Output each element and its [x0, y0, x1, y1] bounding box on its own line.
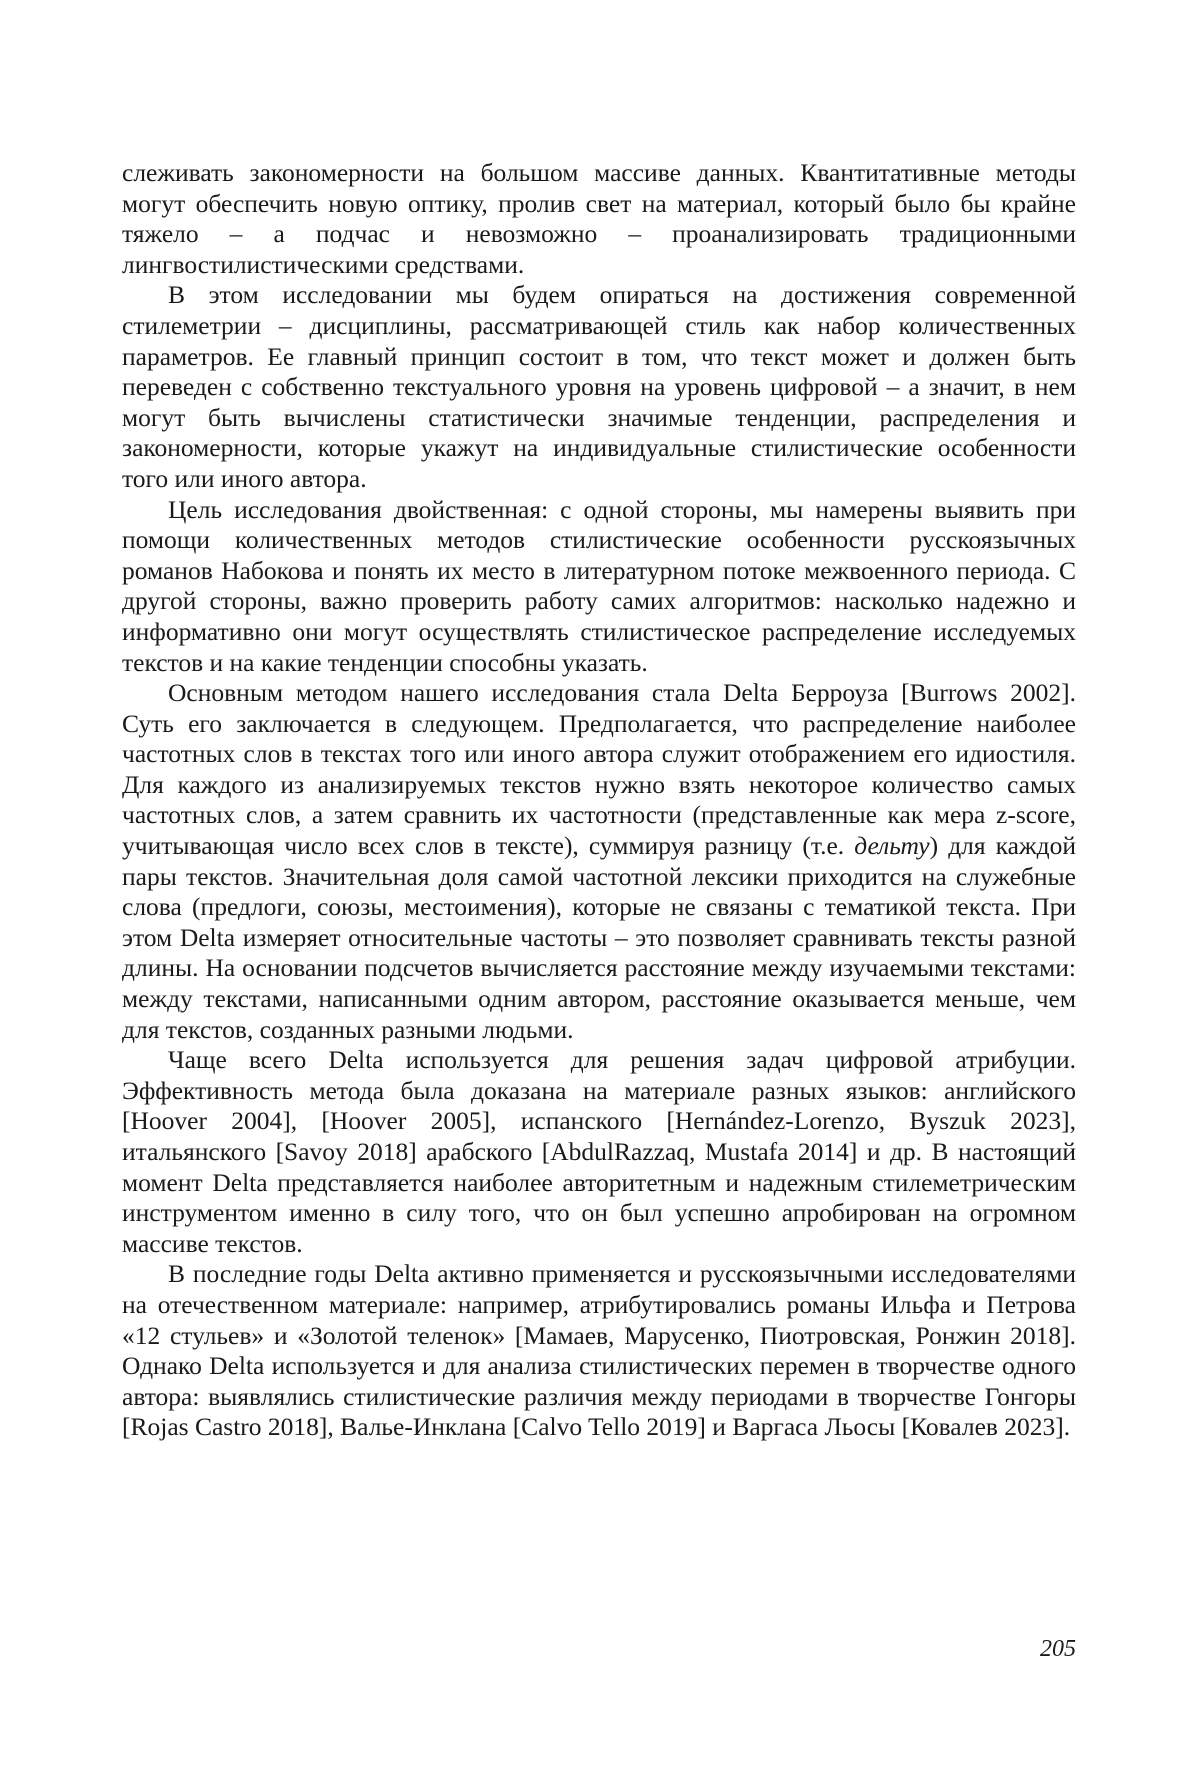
paragraph-2: В этом исследовании мы будем опираться на достижения современной стилеметрии – дисциплины, рассматривающей стиль как набор количественных параметров. Ее главный принцип состоит в том, что текст может и должен быть переведен с собственно текстуального уровня на уровень цифровой – а значит, в нем могут быть вычислены статистически значимые тенденции, распределения и закономерности, которые укажут на индивидуальные стилистические особенности того или иного автора.	[122, 280, 1076, 493]
paragraph-4-italic-term: дельту	[854, 831, 930, 861]
paragraph-1: слеживать закономерности на большом массиве данных. Квантитативные методы могут обеспечить новую оптику, пролив свет на материал, который было бы крайне тяжело – а подчас и невозможно – проанализировать традиционными лингвостилистическими средствами.	[122, 158, 1076, 279]
paragraph-4-text-before: Основным методом нашего исследования стала Delta Берроуза [Burrows 2002]. Суть его заключается в следующем. Предполагается, что распределение наиболее частотных слов в текстах того или иного автора служит отображением его идиостиля. Для каждого из анализируемых текстов нужно взять некоторое количество самых частотных слов, а затем сравнить их частотности (представленные как мера z-score, учитывающая число всех слов в тексте), суммируя разницу (т.е.	[122, 678, 1076, 861]
paragraph-6: В последние годы Delta активно применяется и русскоязычными исследователями на отечественном материале: например, атрибутировались романы Ильфа и Петрова «12 стульев» и «Золотой теленок» [Мамаев, Марусенко, Пиотровская, Ронжин 2018]. Однако Delta используется и для анализа стилистических перемен в творчестве одного автора: выявлялись стилистические различия между периодами в творчестве Гонгоры [Rojas Castro 2018], Валье-Инклана [Calvo Tello 2019] и Варгаса Льосы [Ковалев 2023].	[122, 1259, 1076, 1442]
paragraph-4-text-after: ) для каждой пары текстов. Значительная доля самой частотной лексики приходится на служебные слова (предлоги, союзы, местоимения), которые не связаны с тематикой текста. При этом Delta измеряет относительные частоты – это позволяет сравнивать тексты разной длины. На основании подсчетов вычисляется расстояние между изучаемыми текстами: между текстами, написанными одним автором, расстояние оказывается меньше, чем для текстов, созданных разными людьми.	[122, 831, 1076, 1044]
page-body	[122, 158, 1076, 1443]
paragraph-5: Чаще всего Delta используется для решения задач цифровой атрибуции. Эффективность метода была доказана на материале разных языков: английского [Hoover 2004], [Hoover 2005], испанского [Hernández-Lorenzo, Byszuk 2023], итальянского [Savoy 2018] арабского [AbdulRazzaq, Mustafa 2014] и др. В настоящий момент Delta представляется наиболее авторитетным и надежным стилеметрическим инструментом именно в силу того, что он был успешно апробирован на огромном массиве текстов.	[122, 1045, 1076, 1258]
page-number: 205	[1040, 1636, 1076, 1662]
paragraph-3: Цель исследования двойственная: с одной стороны, мы намерены выявить при помощи количественных методов стилистические особенности русскоязычных романов Набокова и понять их место в литературном потоке межвоенного периода. С другой стороны, важно проверить работу самих алгоритмов: насколько надежно и информативно они могут осуществлять стилистическое распределение исследуемых текстов и на какие тенденции способны указать.	[122, 494, 1076, 677]
paragraph-4	[122, 678, 1076, 1045]
